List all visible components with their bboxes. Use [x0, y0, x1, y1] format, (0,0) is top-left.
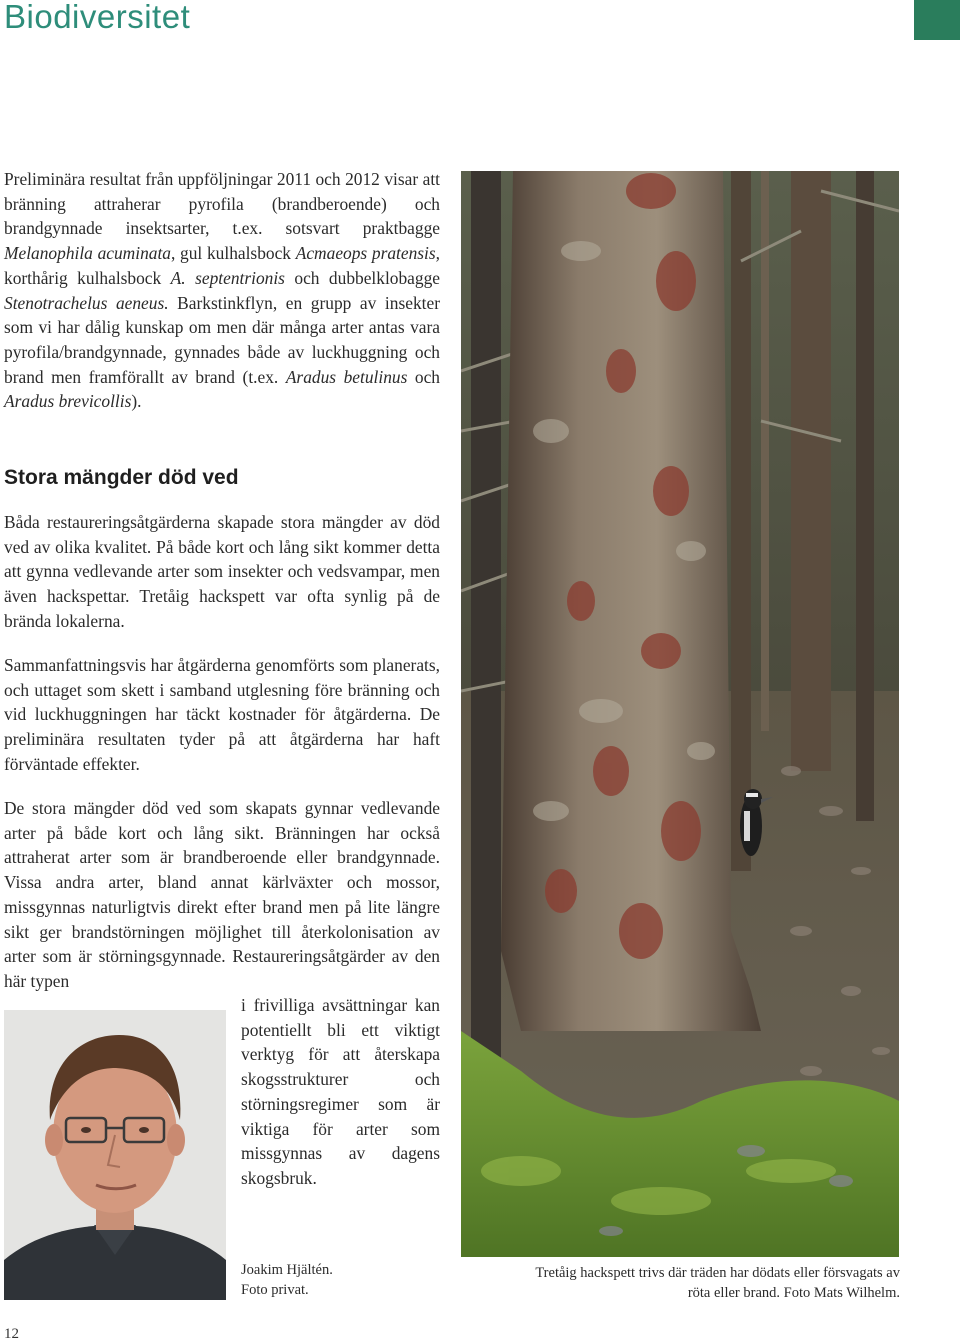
section-title: Biodiversitet	[4, 0, 191, 35]
paragraph-effects: De stora mängder död ved som skapats gynnar vedlevande arter på både kort och lång sikt. Bränningen har också attraherat arter som är brandberoende eller brandgynnade. Vissa andra arter, bland annat kärlväxter och mossor, missgynnas naturligtvis direkt efter brand men på lite längre sikt ger brandstörningen möjlighet till återkolonisation av arter som är störningsgynnade. Restaureringsåtgärder av den här typen	[4, 798, 440, 991]
paragraph-dead-wood: Båda restaureringsåtgärderna skapade stora mängder av död ved av olika kvalitet. På både kort och lång sikt kommer detta att gynna vedlevande arter som insekter och vedsvampar, men även hackspettar. Tretåig hackspett var ofta synlig på de brända lokalerna.	[4, 512, 440, 631]
photo-caption-line2: röta eller brand. Foto Mats Wilhelm.	[687, 1285, 900, 1301]
portrait-caption	[241, 1260, 441, 1300]
subheading-dead-wood: Stora mängder död ved	[4, 466, 239, 489]
photo-caption	[470, 1263, 900, 1303]
paragraph-summary: Sammanfattningsvis har åtgärderna genomförts som planerats, och uttaget som skett i samband utglesning före bränning och vid luckhuggningen har täckt kostnader för åtgärderna. De preliminära resultaten tyder på att åtgärderna har haft förväntade effekter.	[4, 655, 440, 774]
portrait-caption-name: Joakim Hjältén.	[241, 1262, 333, 1278]
photo-caption-line1: Tretåig hackspett trivs där träden har dödats eller försvagats av	[535, 1265, 900, 1281]
page-number: 12	[4, 1326, 19, 1342]
portrait-caption-credit: Foto privat.	[241, 1282, 309, 1298]
paragraph-effects-continued: i frivilliga avsättningar kan potentiellt bli ett viktigt verktyg för att återskapa skogsstrukturer och störningsregimer som är viktiga för arter som missgynnas av dagens skogsbruk.	[241, 995, 440, 1188]
portrait-photo	[4, 1010, 226, 1300]
corner-color-block	[914, 0, 960, 40]
forest-photo	[461, 171, 899, 1257]
paragraph-intro: Preliminära resultat från uppföljningar 2011 och 2012 visar att bränning attraherar pyrofila (brandberoende) och brandgynnade insektsarter, t.ex. sotsvart praktbagge Melanophila acuminata, gul kulhalsbock Acmaeops pratensis, korthårig kulhalsbock A. septentrionis och dubbelklobagge Stenotrachelus aeneus. Barkstinkflyn, en grupp av insekter som vi har dålig kunskap om men där många arter antas vara pyrofila/brandgynnade, gynnades både av luckhuggning och brand men framförallt av brand (t.ex. Aradus betulinus och Aradus brevicollis).	[4, 169, 441, 412]
